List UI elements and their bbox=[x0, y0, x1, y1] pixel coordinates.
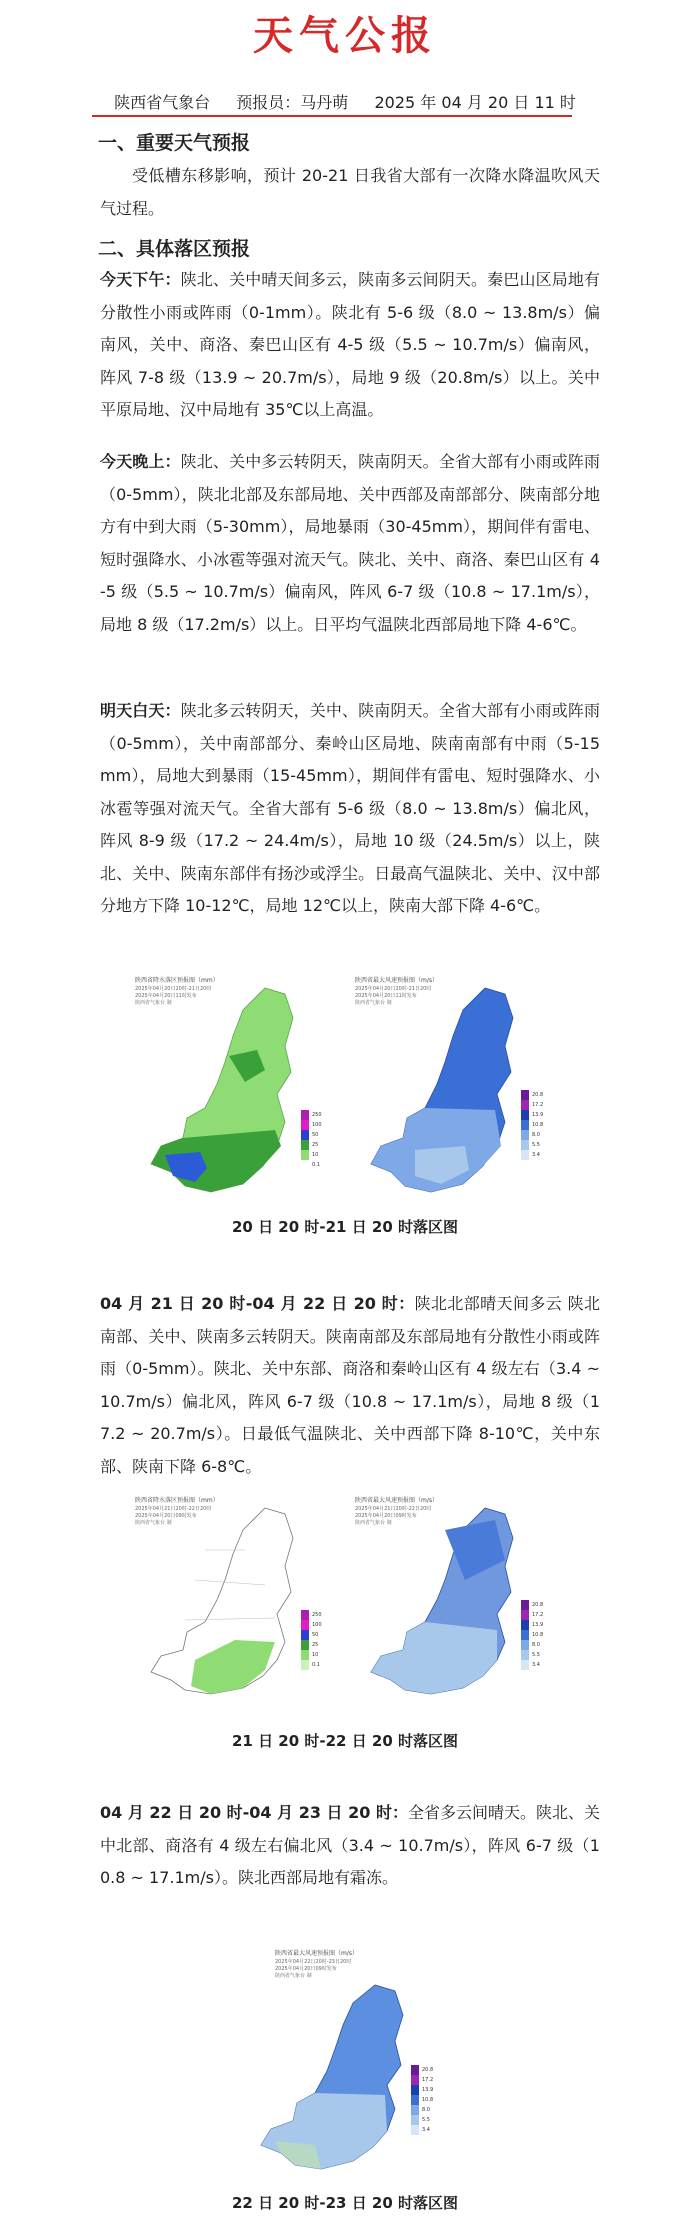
rain-legend-label: 0.1 bbox=[312, 1162, 320, 1168]
wind-map-org: 陕西省气象台 制 bbox=[355, 1000, 392, 1006]
map-figure-3 bbox=[235, 1945, 455, 2185]
wind-map-title: 陕西省最大风速预报图（m/s） bbox=[355, 1497, 438, 1504]
wind-map-title: 陕西省最大风速预报图（m/s） bbox=[355, 977, 438, 984]
period-tomorrow-day bbox=[100, 695, 600, 923]
wind-map-release: 2025年04月20日09时发布 bbox=[275, 1966, 337, 1972]
wind-legend-label: 3.4 bbox=[532, 1662, 540, 1668]
wind-map-title: 陕西省最大风速预报图（m/s） bbox=[275, 1950, 358, 1957]
period-text: 陕北、关中晴天间多云，陕南多云间阴天。秦巴山区局地有分散性小雨或阵雨（0-1mm）。陕北有 5-6 级（8.0 ~ 13.8m/s）偏南风，关中、商洛、秦巴山区有 4-5 级（5.5 ~ 10.7m/s）偏南风，阵风 7-8 级（13.9 ~ 20.7m/s），局地 9 级（20.8m/s）以上。关中平原局地、汉中局地有 35℃以上高温。 bbox=[100, 270, 600, 419]
period-label: 今天晚上： bbox=[100, 452, 181, 471]
wind-legend-label: 3.4 bbox=[422, 2127, 430, 2133]
wind-legend-label: 10.8 bbox=[532, 1122, 544, 1128]
period-today-afternoon bbox=[100, 264, 600, 427]
wind-legend-label: 13.9 bbox=[532, 1622, 544, 1628]
bulletin-title: 天气公报 bbox=[253, 13, 437, 59]
period-tonight bbox=[100, 446, 600, 641]
wind-legend-label: 20.8 bbox=[532, 1602, 544, 1608]
period-21-22 bbox=[100, 1288, 600, 1483]
rain-map-release: 2025年04月20日11时发布 bbox=[135, 993, 197, 999]
rain-legend-label: 25 bbox=[312, 1142, 319, 1148]
section1-text: 受低槽东移影响，预计 20-21 日我省大部有一次降水降温吹风天气过程。 bbox=[100, 166, 600, 218]
rain-legend-label: 50 bbox=[312, 1132, 319, 1138]
issue-time: 2025 年 04 月 20 日 11 时 bbox=[374, 93, 576, 112]
wind-map-release: 2025年04月20日09时发布 bbox=[355, 1513, 417, 1519]
wind-legend-label: 3.4 bbox=[532, 1152, 540, 1158]
rain-legend-label: 100 bbox=[312, 1622, 322, 1628]
rain-legend-label: 10 bbox=[312, 1152, 319, 1158]
section2-heading: 二、具体落区预报 bbox=[98, 238, 251, 260]
wind-legend-label: 13.9 bbox=[422, 2087, 434, 2093]
wind-legend-label: 13.9 bbox=[532, 1112, 544, 1118]
rain-legend-label: 10 bbox=[312, 1652, 319, 1658]
map-pair-1 bbox=[0, 970, 690, 1206]
wind-legend-label: 5.5 bbox=[532, 1652, 540, 1658]
issue-info-line bbox=[0, 90, 690, 113]
wind-legend-label: 8.0 bbox=[532, 1642, 540, 1648]
rain-map-org: 陕西省气象台 制 bbox=[135, 1520, 172, 1526]
rain-map-title: 陕西省降水落区预报图（mm） bbox=[135, 977, 219, 984]
period-label: 今天下午： bbox=[100, 270, 181, 289]
period-text: 陕北多云转阴天，关中、陕南阴天。全省大部有小雨或阵雨（0-5mm），关中南部部分、秦岭山区局地、陕南南部有中雨（5-15mm），局地大到暴雨（15-45mm），期间伴有雷电、短时强降水、小冰雹等强对流天气。全省大部有 5-6 级（8.0 ~ 13.8m/s）偏北风，阵风 8-9 级（17.2 ~ 24.4m/s），局地 10 级（24.5m/s）以上，陕北、关中、陕南东部伴有扬沙或浮尘。日最高气温陕北、关中、汉中部分地方下降 10-12℃，局地 12℃以上，陕南大部下降 4-6℃。 bbox=[100, 701, 600, 915]
rain-legend-label: 0.1 bbox=[312, 1662, 320, 1668]
rain-map-period: 2025年04月20日20时-21日20时 bbox=[135, 986, 212, 992]
period-22-23 bbox=[100, 1797, 600, 1895]
period-text: 陕北北部晴天间多云 陕北南部、关中、陕南多云转阴天。陕南南部及东部局地有分散性小雨或阵雨（0-5mm）。陕北、关中东部、商洛和秦岭山区有 4 级左右（3.4 ~ 10.7m/s）偏北风，阵风 6-7 级（10.8 ~ 17.1m/s），局地 8 级（17.2 ~ 20.7m/s）。日最低气温陕北、关中西部下降 8-10℃，关中东部、陕南下降 6-8℃。 bbox=[100, 1294, 600, 1476]
rain-map-title: 陕西省降水落区预报图（mm） bbox=[135, 1497, 219, 1504]
wind-legend-label: 10.8 bbox=[532, 1632, 544, 1638]
wind-legend-label: 20.8 bbox=[532, 1092, 544, 1098]
header-divider bbox=[92, 115, 572, 117]
wind-map-org: 陕西省气象台 制 bbox=[355, 1520, 392, 1526]
wind-map-period: 2025年04月21日20时-22日20时 bbox=[355, 1506, 432, 1512]
wind-map-period: 2025年04月20日20时-21日20时 bbox=[355, 986, 432, 992]
period-text: 陕北、关中多云转阴天，陕南阴天。全省大部有小雨或阵雨（0-5mm），陕北北部及东部局地、关中西部及南部部分、陕南部分地方有中到大雨（5-30mm），局地暴雨（30-45mm），期间伴有雷电、短时强降水、小冰雹等强对流天气。陕北、关中、商洛、秦巴山区有 4-5 级（5.5 ~ 10.7m/s）偏南风，阵风 6-7 级（10.8 ~ 17.1m/s），局地 8 级（17.2m/s）以上。日平均气温陕北西部局地下降 4-6℃。 bbox=[100, 452, 600, 634]
period-label: 明天白天： bbox=[100, 701, 181, 720]
wind-legend-label: 17.2 bbox=[532, 1612, 544, 1618]
wind-legend-label: 17.2 bbox=[532, 1102, 544, 1108]
wind-map-period: 2025年04月22日20时-23日20时 bbox=[275, 1959, 352, 1965]
period-label: 04 月 22 日 20 时-04 月 23 日 20 时： bbox=[100, 1803, 408, 1822]
rain-map-release: 2025年04月20日09时发布 bbox=[135, 1513, 197, 1519]
map-caption-2: 21 日 20 时-22 日 20 时落区图 bbox=[231, 1732, 459, 1750]
rain-legend-label: 250 bbox=[312, 1112, 322, 1118]
section1-heading: 一、重要天气预报 bbox=[98, 132, 251, 154]
wind-legend-label: 20.8 bbox=[422, 2067, 434, 2073]
rain-legend-label: 50 bbox=[312, 1632, 319, 1638]
issuer: 陕西省气象台 bbox=[114, 93, 211, 112]
rain-legend-label: 25 bbox=[312, 1642, 319, 1648]
wind-legend-label: 8.0 bbox=[422, 2107, 430, 2113]
rain-map-period: 2025年04月21日20时-22日20时 bbox=[135, 1506, 212, 1512]
wind-legend-label: 8.0 bbox=[532, 1132, 540, 1138]
wind-map-org: 陕西省气象台 制 bbox=[275, 1973, 312, 1979]
map-pair-2 bbox=[0, 1490, 690, 1706]
map-figure-1 bbox=[125, 970, 565, 1206]
forecaster-label: 预报员： bbox=[236, 93, 301, 112]
forecaster: 马丹萌 bbox=[300, 93, 349, 112]
map-caption-3: 22 日 20 时-23 日 20 时落区图 bbox=[231, 2194, 459, 2212]
map-caption-1: 20 日 20 时-21 日 20 时落区图 bbox=[231, 1218, 459, 1236]
map-figure-2 bbox=[125, 1490, 565, 1706]
wind-legend-label: 5.5 bbox=[422, 2117, 430, 2123]
period-label: 04 月 21 日 20 时-04 月 22 日 20 时： bbox=[100, 1294, 415, 1313]
rain-legend-label: 100 bbox=[312, 1122, 322, 1128]
wind-map-release: 2025年04月20日11时发布 bbox=[355, 993, 417, 999]
map-single-3 bbox=[0, 1945, 690, 2185]
rain-map-org: 陕西省气象台 制 bbox=[135, 1000, 172, 1006]
wind-legend-label: 5.5 bbox=[532, 1142, 540, 1148]
rain-legend-label: 250 bbox=[312, 1612, 322, 1618]
wind-legend-label: 17.2 bbox=[422, 2077, 434, 2083]
wind-legend-label: 10.8 bbox=[422, 2097, 434, 2103]
period-text: 全省多云间晴天。陕北、关中北部、商洛有 4 级左右偏北风（3.4 ~ 10.7m/s），阵风 6-7 级（10.8 ~ 17.1m/s）。陕北西部局地有霜冻。 bbox=[100, 1803, 600, 1887]
